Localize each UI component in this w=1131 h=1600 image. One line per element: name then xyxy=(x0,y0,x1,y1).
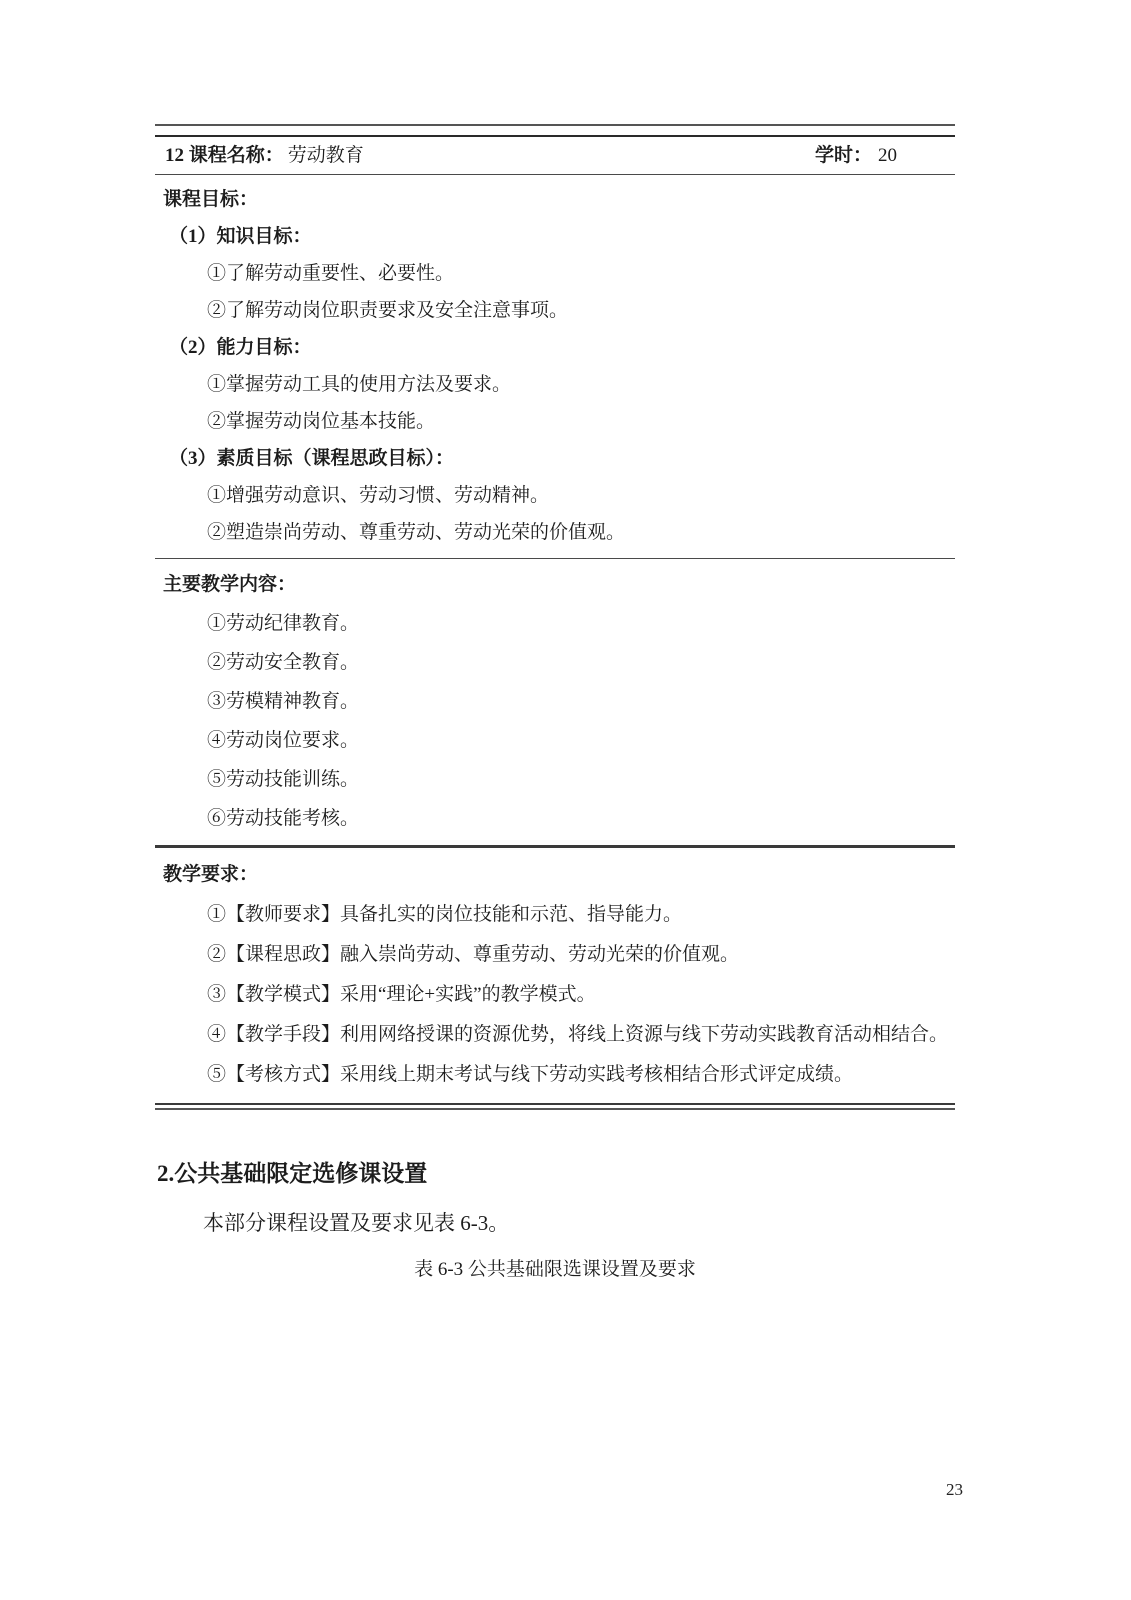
body-paragraph: 本部分课程设置及要求见表 6-3。 xyxy=(203,1210,510,1235)
teaching-requirements-heading: 教学要求： xyxy=(163,863,259,885)
course-number-label: 12 课程名称： xyxy=(165,145,284,166)
list-item: ④劳动岗位要求。 xyxy=(207,730,360,752)
page-content xyxy=(155,124,955,1282)
section-divider xyxy=(155,845,955,847)
teaching-requirements-section xyxy=(155,862,955,1103)
list-item: ②了解劳动岗位职责要求及安全注意事项。 xyxy=(207,300,569,322)
objective-group-title: （3）素质目标（课程思政目标）： xyxy=(169,448,455,470)
list-item: ③劳模精神教育。 xyxy=(207,691,360,713)
list-item: ②【课程思政】融入崇尚劳动、尊重劳动、劳动光荣的价值观。 xyxy=(207,943,740,965)
teaching-content-heading: 主要教学内容： xyxy=(163,574,297,596)
list-item: ④【教学手段】利用网络授课的资源优势，将线上资源与线下劳动实践教育活动相结合。 xyxy=(207,1023,949,1045)
list-item: ⑤【考核方式】采用线上期末考试与线下劳动实践考核相结合形式评定成绩。 xyxy=(207,1063,854,1085)
list-item: ②塑造崇尚劳动、尊重劳动、劳动光荣的价值观。 xyxy=(207,522,626,544)
objective-group-title: （2）能力目标： xyxy=(169,337,312,359)
course-objectives-section xyxy=(155,187,955,558)
page-number: 23 xyxy=(946,1480,963,1499)
section-divider xyxy=(155,558,955,559)
hours-value: 20 xyxy=(878,145,897,166)
table-bottom-thin-rule xyxy=(155,1108,955,1110)
list-item: ①劳动纪律教育。 xyxy=(207,613,360,635)
hours-label: 学时： xyxy=(814,145,872,166)
list-item: ②掌握劳动岗位基本技能。 xyxy=(207,411,436,433)
course-hours-cell xyxy=(815,144,945,168)
course-header-row xyxy=(155,137,955,174)
objective-group-title: （1）知识目标： xyxy=(169,226,312,248)
list-item: ①掌握劳动工具的使用方法及要求。 xyxy=(207,374,512,396)
teaching-content-section xyxy=(155,572,955,845)
course-table xyxy=(155,124,955,1110)
list-item: ①了解劳动重要性、必要性。 xyxy=(207,263,455,285)
list-item: ⑤劳动技能训练。 xyxy=(207,769,360,791)
table-caption: 表 6-3 公共基础限选课设置及要求 xyxy=(414,1258,696,1280)
course-title: 劳动教育 xyxy=(287,145,364,166)
list-item: ③【教学模式】采用“理论+实践”的教学模式。 xyxy=(207,983,596,1005)
course-name-cell xyxy=(165,144,364,168)
list-item: ①【教师要求】具备扎实的岗位技能和示范、指导能力。 xyxy=(207,903,683,925)
list-item: ②劳动安全教育。 xyxy=(207,652,360,674)
section-heading: 2.公共基础限定选修课设置 xyxy=(157,1160,428,1186)
header-divider xyxy=(155,174,955,175)
list-item: ⑥劳动技能考核。 xyxy=(207,808,360,830)
objectives-heading: 课程目标： xyxy=(163,189,259,211)
list-item: ①增强劳动意识、劳动习惯、劳动精神。 xyxy=(207,485,550,507)
